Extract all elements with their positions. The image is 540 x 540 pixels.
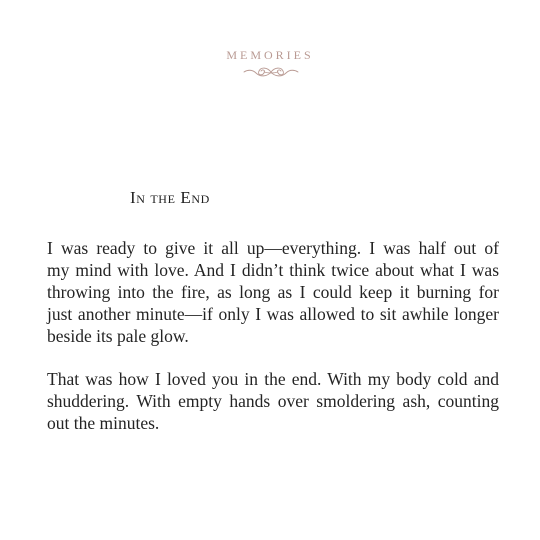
section-label: MEMORIES (226, 48, 314, 62)
poem-paragraph-1 (47, 237, 499, 347)
text-line: just another minute—if only I was allowed to sit awhile longer (47, 304, 499, 324)
text-line: That was how I loved you in the end. With my body cold and (47, 369, 499, 389)
text-line: out the minutes. (47, 413, 160, 433)
poem-paragraph-2 (47, 368, 499, 434)
text-line: I was ready to give it all up—everything. I was half out of (47, 238, 499, 258)
text-line: beside its pale glow. (47, 326, 189, 346)
text-line: shuddering. With empty hands over smoldering ash, counting (47, 391, 499, 411)
poem-title: In the End (130, 188, 210, 207)
page-header (0, 46, 540, 64)
text-line: my mind with love. And I didn’t think twice about what I was (47, 260, 499, 280)
text-line: throwing into the fire, as long as I could keep it burning for (47, 282, 499, 302)
flourish-ornament-icon (242, 64, 300, 80)
